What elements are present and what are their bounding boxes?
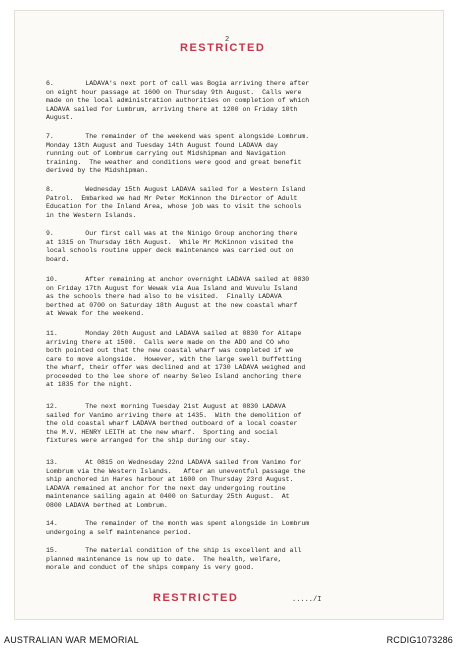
paragraph-13: 13. At 0815 on Wednesday 22nd LADAVA sailed from Vanimo for Lombrum via the Western Islands. After an uneventful passage the ship anchored in Hares harbour at 1600 on Thursday 23rd August. LADAVA remained at anchor for the next day undergoing routine maintenance sailing again at 0400 on Saturday 25th August. At 0800 LADAVA berthed at Lombrum.	[46, 459, 306, 509]
paragraph-10: 10. After remaining at anchor overnight LADAVA sailed at 0830 on Friday 17th August for Wewak via Aua Island and Wuvulu Island as the schools there had also to be visited. Finally LADAVA berthed at 0700 on Saturday 18th August at the new coastal wharf at Wewak for the weekend.	[46, 276, 310, 317]
paragraph-9: 9. Our first call was at the Ninigo Group anchoring there at 1315 on Thursday 16th August. While Mr McKinnon visited the local schools routine upper deck maintenance was carried out on board.	[46, 230, 298, 263]
paragraph-11: 11. Monday 20th August and LADAVA sailed at 0830 for Aitape arriving there at 1500. Calls were made on the ADO and CO who both pointed out that the new coastal wharf was completed if we care to move alongside. However, with the large swell buffetting the wharf, their offer was declined and at 1730 LADAVA weighed and proceeded to the lee shore of nearby Seleo Island anchoring there at 1835 for the night.	[46, 330, 306, 388]
paragraph-7: 7. The remainder of the weekend was spent alongside Lombrum. Monday 13th August and Tuesday 14th August found LADAVA day running out of Lombrum carrying out Midshipman and Navigation training. The weather and conditions were good and great benefit derived by the Midshipman.	[46, 133, 310, 174]
paragraph-14: 14. The remainder of the month was spent alongside in Lombrum undergoing a self maintenance period.	[46, 520, 310, 536]
paragraph-6: 6. LADAVA's next port of call was Bogia arriving there after on eight hour passage at 1600 on Thursday 9th August. Calls were made on the local administration authorities on completion of which LADAVA sailed for Lumbrum, arriving there at 1200 on Friday 10th August.	[46, 80, 310, 121]
item-reference: RCDIG1073286	[386, 635, 453, 645]
continuation-marker: ...../I	[292, 596, 322, 604]
paragraph-12: 12. The next morning Tuesday 21st August at 0830 LADAVA sailed for Vanimo arriving there at 1435. With the demolition of the old coastal wharf LADAVA berthed outboard of a local coaster the M.V. HENRY LEITH at the new wharf. Sporting and social fixtures were arranged for the ship during our stay.	[46, 403, 302, 444]
paragraph-8: 8. Wednesday 15th August LADAVA sailed for a Western Island Patrol. Embarked we had Mr Peter McKinnon the Director of Adult Education for the Inland Area, whose job was to visit the schools in the Western Islands.	[46, 186, 306, 219]
paragraph-15: 15. The material condition of the ship is excellent and all planned maintenance is now up to date. The health, welfare, morale and conduct of the ships company is very good.	[46, 547, 302, 571]
institution-credit: AUSTRALIAN WAR MEMORIAL	[4, 635, 139, 645]
page-number: 2	[225, 36, 230, 44]
classification-stamp-top: RESTRICTED	[180, 42, 266, 54]
classification-stamp-bottom: RESTRICTED	[153, 592, 239, 604]
